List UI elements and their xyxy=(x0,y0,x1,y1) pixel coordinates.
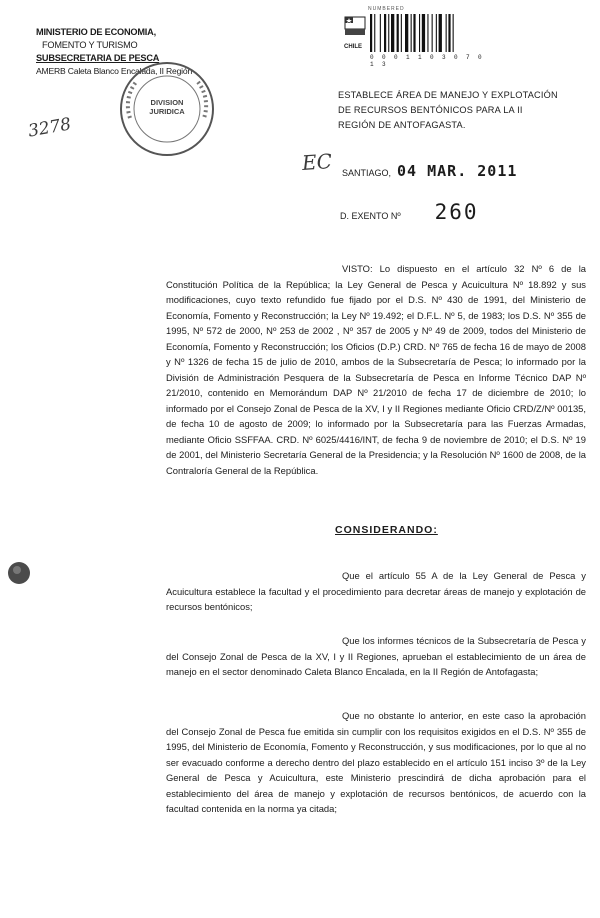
considerando-item-2: Que los informes técnicos de la Subsecretaría de Pesca y del Consejo Zonal de Pesca de la XV, I y II Regiones, aprueban el establecimiento de un área de manejo en el sector denominado Caleta Blanco Encalada, en la II Región de Antofagasta; xyxy=(166,635,586,677)
barcode-bar xyxy=(405,14,408,52)
ministry-line1: MINISTERIO DE ECONOMIA, xyxy=(36,27,156,37)
barcode-block xyxy=(338,2,490,68)
barcode-bar xyxy=(370,14,372,52)
barcode-bar xyxy=(422,14,425,52)
barcode-bar xyxy=(453,14,454,52)
barcode-bar xyxy=(401,14,402,52)
amerb-label: AMERB Caleta Blanco Encalada, II Región xyxy=(36,66,193,76)
barcode-bar xyxy=(448,14,450,52)
barcode-bar xyxy=(374,14,375,52)
decree-label: D. EXENTO Nº xyxy=(340,211,401,221)
visto-text: : Lo dispuesto en el artículo 32 Nº 6 de la Constitución Política de la República; la Ley General de Pesca y Acuicultura Nº 18.892 y sus modificaciones, cuyo texto refundido fue fijado por el D.S. Nº 430 de 1991, del Ministerio de Economía, Fomento y Reconstrucción; la Ley Nº 19.492; el D.F.L. Nº 5, de 1983; los D.S. Nº 355 de 1995, Nº 572 de 2000, Nº 253 de 2002 , Nº 357 de 2005 y Nº 49 de 2009, todos del Ministerio de Economía, Fomento y Reconstrucción; los Oficios (D.P.) CRD. Nº 765 de fecha 16 de mayo de 2008 y Nº 1326 de fecha 15 de julio de 2010, ambos de la Subsecretaría de Pesca; lo informado por la División de Administración Pesquera de la Subsecretaría de Pesca en Informe Técnico DAP Nº 21/2010, contenido en Memorándum DAP Nº 21/2010 de fecha 17 de diciembre de 2010; lo informado por el Consejo Zonal de Pesca de la XV, I y II Regiones mediante Oficio CRD/Z/Nº 00135, de fecha 10 de agosto de 2009; lo informado por la Subsecretaría para las Fuerzas Armadas, mediante Oficio SSFFAA. CRD. Nº 6025/4416/INT, de fecha 9 de noviembre de 2010; el D.S. Nº 19 de 2001, del Ministerio Secretaría General de la Presidencia; y la Resolución Nº 1600 de 2008, de la Contraloría General de la República. xyxy=(166,263,586,476)
barcode-caption: NUMBERED xyxy=(368,6,405,12)
barcode-bar xyxy=(413,14,415,52)
date-label: SANTIAGO, xyxy=(342,168,392,178)
handwritten-initials: EC xyxy=(301,148,333,176)
considerando-heading: CONSIDERANDO: xyxy=(335,524,438,536)
title-line2: DE RECURSOS BENTÓNICOS PARA LA II xyxy=(338,105,523,115)
subsecretaria-label: SUBSECRETARIA DE PESCA xyxy=(36,53,160,63)
barcode-bar xyxy=(419,14,420,52)
punch-hole xyxy=(2,556,36,590)
country-label: CHILE xyxy=(344,44,362,50)
decree-number-line xyxy=(340,200,479,224)
decree-number: 260 xyxy=(434,200,479,224)
title-line3: REGIÓN DE ANTOFAGASTA. xyxy=(338,120,466,130)
stamp-text: DIVISION xyxy=(150,98,184,107)
date-value: 04 MAR. 2011 xyxy=(397,162,518,180)
barcode-bar xyxy=(432,14,433,52)
barcode-graphic xyxy=(370,14,486,52)
considerando-item-3: Que no obstante lo anterior, en este caso la aprobación del Consejo Zonal de Pesca fue emitida sin cumplir con los requisitos exigidos en el D.S. Nº 355 de 1995, del Ministerio de Economía, Fomento y Reconstrucción, y sus modificaciones, por lo que al no ser evacuado conforme a derecho dentro del plazo establecido en el artículo 151 inciso 3º de la Ley General de Pesca y Acuicultura, este Ministerio prescindirá de dicha aprobación para el establecimiento del área de manejo y explotación de recursos bentónicos, de acuerdo con la facultad contenida en la norma ya citada; xyxy=(166,710,586,814)
visto-lead: VISTO xyxy=(342,263,370,274)
barcode-bar xyxy=(397,14,399,52)
decree-title xyxy=(338,88,583,133)
barcode-number: 0 0 0 1 1 0 3 0 7 0 1 3 xyxy=(370,54,485,68)
visto-paragraph xyxy=(166,261,586,478)
barcode-bar xyxy=(384,14,386,52)
barcode-bar xyxy=(411,14,412,52)
barcode-bar xyxy=(427,14,428,52)
ministry-line2: FOMENTO Y TURISMO xyxy=(42,40,138,50)
barcode-bar xyxy=(388,14,389,52)
barcode-bar xyxy=(439,14,442,52)
barcode-bar xyxy=(380,14,381,52)
barcode-bar xyxy=(436,14,437,52)
considerando-item-1: Que el artículo 55 A de la Ley General de Pesca y Acuicultura establece la facultad y el procedimiento para decretar áreas de manejo y explotación de recursos bentónicos; xyxy=(166,570,586,612)
date-line xyxy=(342,162,517,180)
svg-text:JURIDICA: JURIDICA xyxy=(149,107,185,116)
government-logo-icon xyxy=(344,16,366,42)
title-line1: ESTABLECE ÁREA DE MANEJO Y EXPLOTACIÓN xyxy=(338,90,558,100)
barcode-bar xyxy=(446,14,447,52)
handwritten-side-number: 3278 xyxy=(26,114,73,142)
barcode-bar xyxy=(391,14,394,52)
division-juridica-stamp xyxy=(116,58,218,160)
